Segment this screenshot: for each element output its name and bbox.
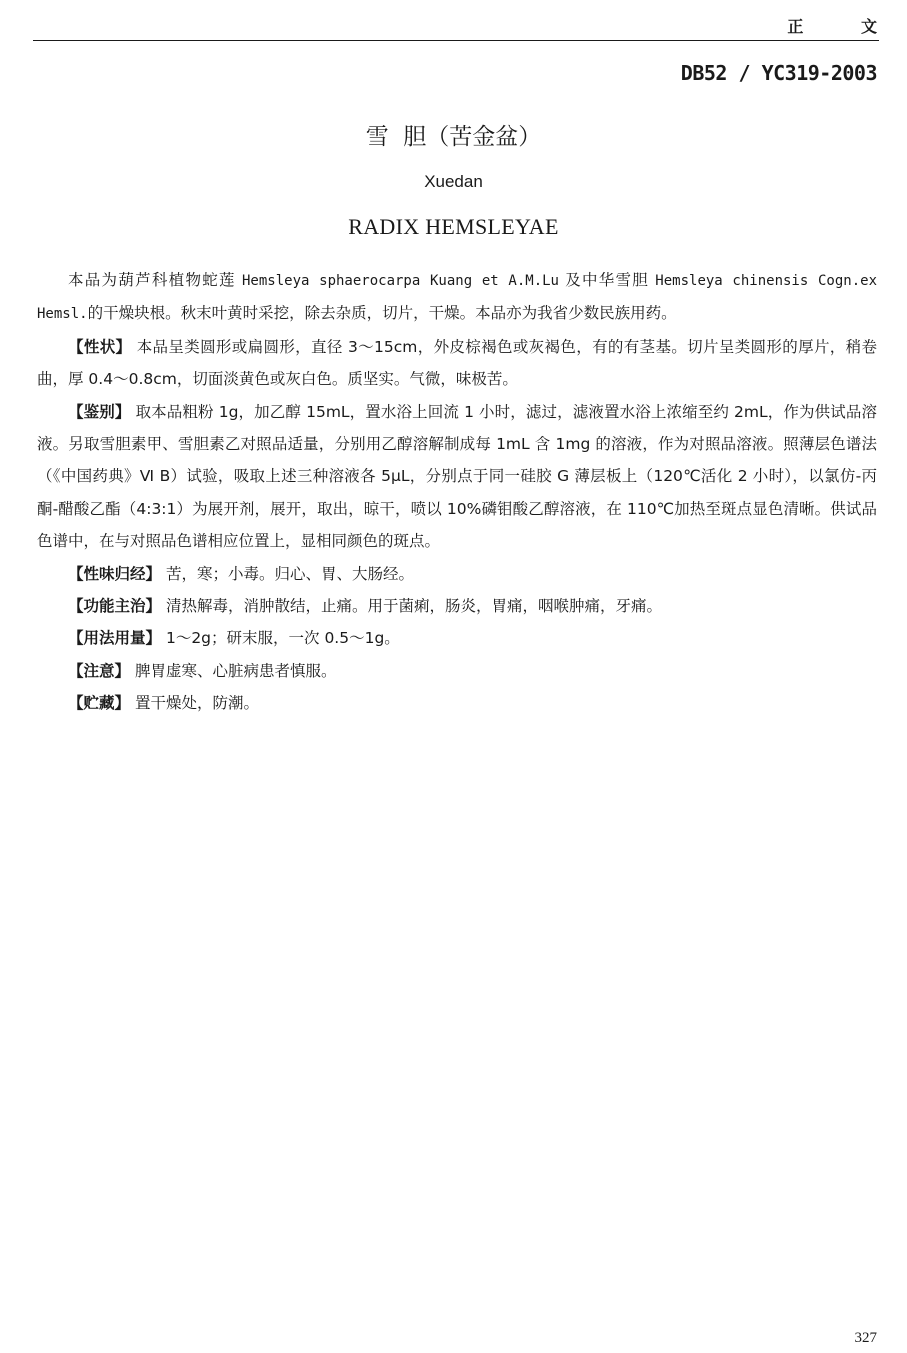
standard-number: DB52 / YC319-2003 [680,61,877,85]
section-identification [37,396,877,558]
intro-paragraph [37,264,877,331]
section-nature-meridian [37,558,877,590]
monograph-body [37,264,877,720]
monograph-title-pinyin: Xuedan [424,172,483,191]
section-label: 【性味归经】 [68,564,162,583]
section-text: 脾胃虚寒、心脏病患者慎服。 [134,661,337,680]
section-text: 清热解毒，消肿散结，止痛。用于菌痢，肠炎，胃痛，咽喉肿痛，牙痛。 [165,597,662,616]
section-usage-dosage [37,622,877,654]
monograph-title-chinese: 雪 胆（苦金盆） [365,124,542,150]
section-label: 【用法用量】 [68,629,162,648]
species-name-2: Hemsleya chinensis Cogn.ex Hemsl. [37,273,877,323]
monograph-title-latin: RADIX HEMSLEYAE [348,214,559,239]
section-label: 【鉴别】 [68,402,131,421]
section-storage [37,687,877,719]
section-precautions [37,655,877,687]
section-text: 取本品粗粉 1g，加乙醇 15mL，置水浴上回流 1 小时，滤过，滤液置水浴上浓缩至约 2mL，作为供试品溶液。另取雪胆素甲、雪胆素乙对照品适量，分别用乙醇溶解制成每 1mL 含 1mg 的溶液，作为对照品溶液。照薄层色谱法（《中国药典》Ⅵ B）试验，吸取上述三种溶液各 5μL，分别点于同一硅胶 G 薄层板上（120℃活化 2 小时），以氯仿-丙酮-醋酸乙酯（4:3:1）为展开剂，展开，取出，晾干，喷以 10%磷钼酸乙醇溶液，在 110℃加热至斑点显色清晰。供试品色谱中，在与对照品色谱相应位置上，显相同颜色的斑点。 [37,402,877,551]
section-label: 【性状】 [68,337,132,356]
section-label: 【贮藏】 [68,694,131,713]
intro-text-2: 及中华雪胆 [558,271,656,289]
section-text: 苦，寒；小毒。归心、胃、大肠经。 [165,564,414,583]
section-description [37,331,877,396]
section-functions-indications [37,590,877,622]
section-text: 1～2g；研末服，一次 0.5～1g。 [165,629,400,648]
intro-text-1: 本品为葫芦科植物蛇莲 [68,271,242,289]
page-number: 327 [854,1330,877,1346]
species-name-1: Hemsleya sphaerocarpa Kuang et A.M.Lu [242,273,559,289]
intro-text-3: 的干燥块根。秋末叶黄时采挖，除去杂质，切片，干燥。本品亦为我省少数民族用药。 [87,304,677,323]
header-rule [33,40,879,41]
section-label: 【注意】 [68,661,131,680]
section-text: 本品呈类圆形或扁圆形，直径 3～15cm，外皮棕褐色或灰褐色，有的有茎基。切片呈类圆形的厚片，稍卷曲，厚 0.4～0.8cm，切面淡黄色或灰白色。质坚实。气微，味极苦。 [37,337,877,389]
section-text: 置干燥处，防潮。 [134,694,259,713]
running-header-label: 正 文 [787,17,903,36]
section-label: 【功能主治】 [68,597,162,616]
